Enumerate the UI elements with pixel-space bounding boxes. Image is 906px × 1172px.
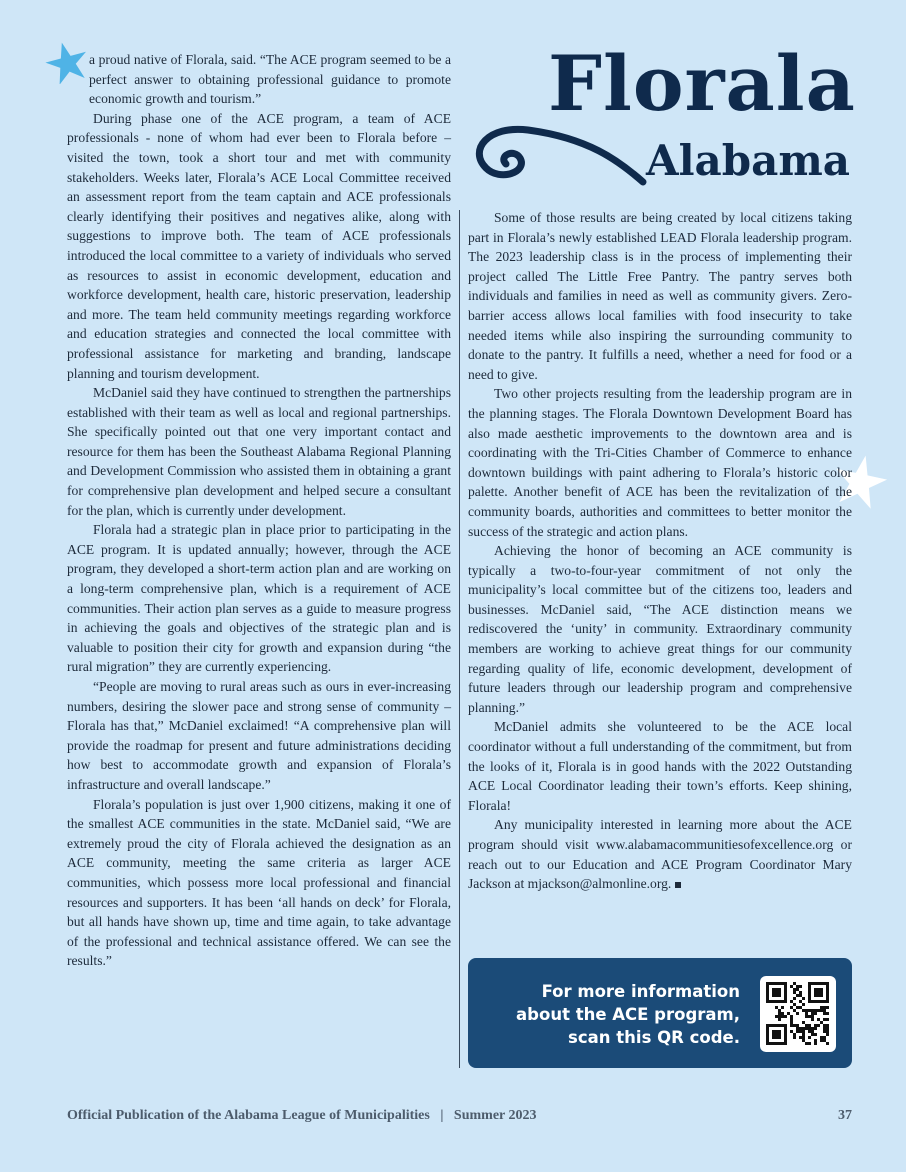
florala-alabama-logo xyxy=(468,40,858,200)
paragraph: McDaniel admits she volunteered to be the ACE local coordinator without a full understanding of the commitment, but from the looks of it, Florala is in good hands with the 2022 Outstanding ACE Local Coordinator leading their town’s efforts. Keep shining, Florala! xyxy=(468,719,852,813)
paragraph: During phase one of the ACE program, a team of ACE professionals - none of whom had ever been to Florala before – visited the town, took a short tour and met with community stakeholders. Weeks later, Florala’s ACE Local Committee received an assessment report from the team captain and ACE professionals clearly identifying their positives and negatives alike, along with suggestions to improve both. The team of ACE professionals introduced the local committee to a variety of individuals who served as resources to assist in economic development, education and workforce development, health care, historic preservation, leadership and more. The team held community meetings regarding workforce and education strategies and connected the local committee with professional assistance for marketing and branding, landscape planning and tourism development. xyxy=(67,110,451,381)
right-column xyxy=(468,208,852,894)
paragraph: McDaniel said they have continued to strengthen the partnerships established with their team as well as local and regional partnerships. She specifically pointed out that one very important contact and resource for them has been the Southeast Alabama Regional Planning and Development Commission who assisted them in obtaining a grant for comprehensive plan development and helped secure a consultant for the plan, which is currently under development. xyxy=(67,385,451,518)
footer-separator: | xyxy=(440,1108,444,1123)
left-column xyxy=(67,50,451,971)
qr-code-graphic xyxy=(760,976,836,1052)
info-line: For more information xyxy=(541,982,740,1001)
page-number: 37 xyxy=(838,1108,852,1123)
closing-paragraph xyxy=(468,815,852,893)
paragraph: Achieving the honor of becoming an ACE community is typically a two-to-four-year commitment of not only the municipality’s local committee but of the citizens too, leaders and businesses. McDaniel said, “The ACE distinction means we rediscovered the ‘unity’ in community. Extraordinary community members are working to achieve great things for our community regarding quality of life, economic development, development of future leaders through our leadership program and comprehensive planning.” xyxy=(468,543,852,715)
column-divider xyxy=(459,210,460,1068)
logo-swirl-icon xyxy=(468,120,668,200)
info-line: scan this QR code. xyxy=(568,1028,740,1047)
paragraph: Some of those results are being created by local citizens taking part in Florala’s newly established LEAD Florala leadership program. The 2023 leadership class is in the process of implementing their project called The Little Free Pantry. The pantry serves both individuals and families in need as well as community givers. Zero-barrier access allows local families with food insecurity to take needed items while also inspiring the surrounding community to donate to the pantry. It fulfills a need, whether a need for food or a need to give. xyxy=(468,210,852,382)
qr-code-icon[interactable] xyxy=(760,976,836,1052)
logo-title: Florala xyxy=(548,39,856,128)
logo-subtitle: Alabama xyxy=(646,136,850,185)
closing-text: Any municipality interested in learning more about the ACE program should visit www.alabamacommunitiesofexcellence.org or reach out to our Education and ACE Program Coordinator Mary Jackson at mjackson@almonline.org. xyxy=(468,817,852,892)
issue-date: Summer 2023 xyxy=(453,1108,537,1123)
paragraph: a proud native of Florala, said. “The ACE program seemed to be a perfect answer to obtaining professional guidance to promote economic growth and tourism.” xyxy=(89,52,451,107)
paragraph: Florala’s population is just over 1,900 citizens, making it one of the smallest ACE communities in the state. McDaniel said, “We are extremely proud the city of Florala achieved the designation as an ACE community, meeting the same criteria as larger ACE communities, which possess more local professional and financial resources and supporters. It has been ‘all hands on deck’ for Florala, but all hands have shown up, time and time again, to take advantage of the professional and technical assistance offered. We can see the results.” xyxy=(67,796,451,969)
qr-info-box xyxy=(468,958,852,1068)
paragraph: Florala had a strategic plan in place prior to participating in the ACE program. It is updated annually; however, through the ACE program, they developed a short-term action plan and are working on a long-term comprehensive plan, which is a requirement of ACE communities. Their action plan serves as a guide to measure progress in achieving the goals and objectives of the strategic plan and is valuable to position their city for growth and expansion during “the rural migration” they are currently experiencing. xyxy=(67,522,451,675)
paragraph: Two other projects resulting from the leadership program are in the planning stages. The Florala Downtown Development Board has also made aesthetic improvements to the downtown area and is coordinating with the Tri-Cities Chamber of Commerce to enhance downtown buildings with paint adhering to Florala’s historic color palette. Another benefit of ACE has been the revitalization of the community boards, authorities and committees to better monitor the success of the strategic and action plans. xyxy=(468,386,852,539)
publication-name: Official Publication of the Alabama League of Municipalities xyxy=(67,1108,430,1123)
qr-info-text xyxy=(480,980,740,1049)
end-mark-icon xyxy=(675,882,681,888)
paragraph: “People are moving to rural areas such as ours in ever-increasing numbers, desiring the slower pace and strong sense of community – Florala has that,” McDaniel exclaimed! “A comprehensive plan will provide the roadmap for present and future administrations deciding how best to accommodate growth and expansion of Florala’s infrastructure and overall landscape.” xyxy=(67,679,451,792)
info-line: about the ACE program, xyxy=(516,1005,740,1024)
footer-left xyxy=(67,1108,537,1124)
